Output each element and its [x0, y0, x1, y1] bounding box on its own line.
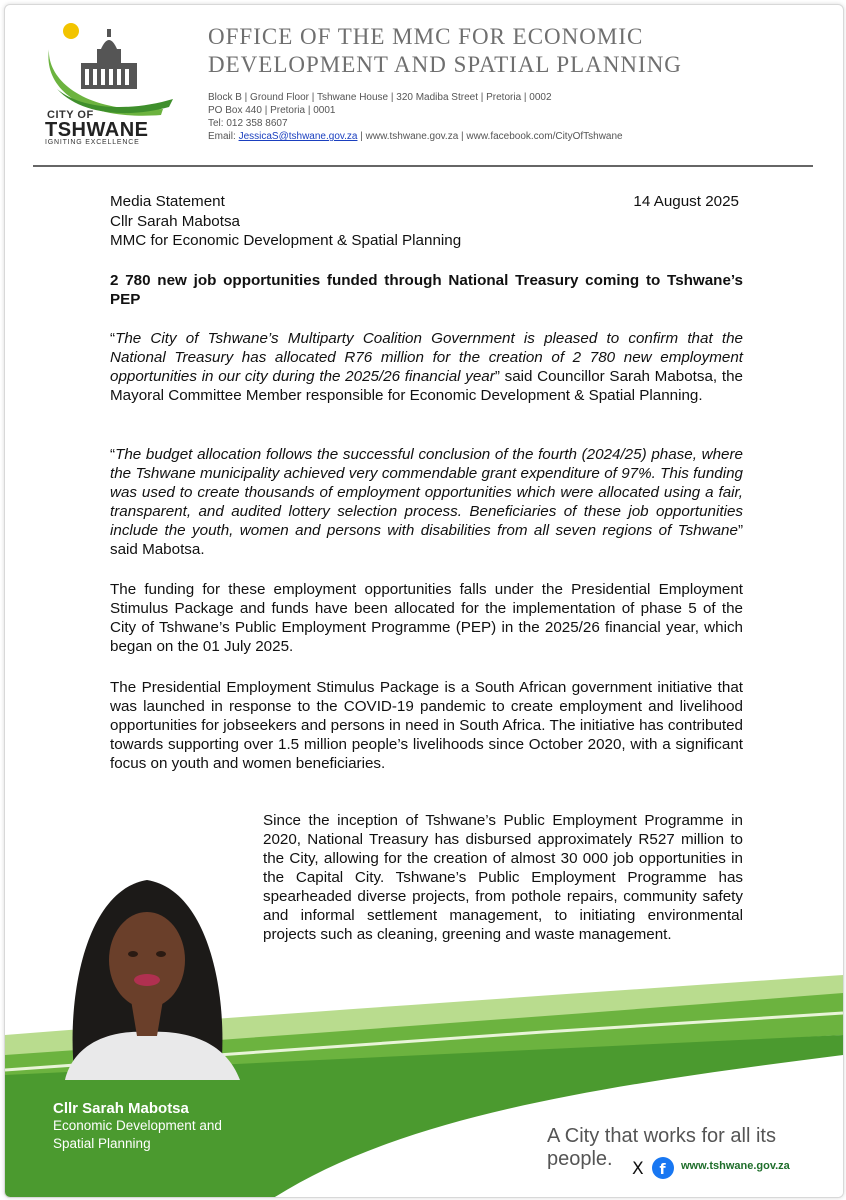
address-block: [208, 91, 623, 143]
paragraph-1: “The City of Tshwane’s Multiparty Coalition Government is pleased to confirm that the National Treasury has allocated R76 million for the creation of 2 780 new employment opportunities in our city during the 2025/26 financial year” said Councillor Sarah Mabotsa, the Mayoral Committee Member responsible for Economic Development & Spatial Planning.: [110, 330, 743, 404]
email-label: Email:: [208, 131, 239, 142]
footer-website[interactable]: www.tshwane.gov.za: [681, 1160, 790, 1172]
office-title-line1: OFFICE OF THE MMC FOR ECONOMIC: [208, 24, 644, 49]
header-divider: [33, 165, 813, 167]
headline: 2 780 new job opportunities funded through National Treasury coming to Tshwane’s PEP: [110, 272, 743, 308]
footer-role-line1: Economic Development and: [53, 1118, 222, 1133]
address-line-3: Tel: 012 358 8607: [208, 118, 288, 129]
statement-type: Media Statement: [110, 193, 225, 210]
footer-mmc-role: [53, 1117, 222, 1153]
statement-person: Cllr Sarah Mabotsa: [110, 212, 240, 230]
svg-text:f: f: [659, 1162, 666, 1178]
social-icons: [630, 1155, 676, 1181]
city-slogan: A City that works for all its people.: [547, 1125, 776, 1170]
office-title-line2: DEVELOPMENT AND SPATIAL PLANNING: [208, 52, 682, 77]
mmc-portrait-photo: [35, 850, 260, 1080]
logo-tagline: IGNITING EXCELLENCE: [45, 139, 140, 146]
paragraph-3: The funding for these employment opportunities falls under the Presidential Employment Stimulus Package and funds have been allocated for the implementation of phase 5 of the City of Tshwane’s Public Employment Programme (PEP) in the 2025/26 financial year, which began on the 01 July 2025.: [110, 581, 743, 655]
paragraph-2-quote: The budget allocation follows the successful conclusion of the fourth (2024/25) phase, where the Tshwane municipality achieved very commendable grant expenditure of 97%. This funding was used to create thousands of employment opportunities which were allocated using a fair, transparent, and audited lottery selection process. Beneficiaries of these job opportunities include the youth, women and persons with disabilities from all seven regions of Tshwane: [110, 446, 743, 539]
paragraph-1-rest: said Councillor Sarah Mabotsa, the Mayoral Committee Member responsible for Economic Development & Spatial Planning.: [110, 368, 743, 404]
paragraph-5: Since the inception of Tshwane’s Public Employment Programme in 2020, National Treasury has disbursed approximately R527 million to the City, allowing for the creation of almost 30 000 job opportunities in the Capital City. Tshwane’s Public Employment Programme has spearheaded diverse projects, from pothole repairs, community safety and informal settlement management, to initiating environmental projects such as cleaning, greening and waste management.: [263, 812, 743, 943]
paragraph-2: “The budget allocation follows the successful conclusion of the fourth (2024/25) phase, where the Tshwane municipality achieved very commendable grant expenditure of 97%. This funding was used to create thousands of employment opportunities which were allocated using a fair, transparent, and audited lottery selection process. Beneficiaries of these job opportunities include the youth, women and persons with disabilities from all seven regions of Tshwane” said Mabotsa.: [110, 446, 743, 558]
paragraph-1-quote: The City of Tshwane’s Multiparty Coalition Government is pleased to confirm that the National Treasury has allocated R76 million for the creation of 2 780 new employment opportunities in our city during the 2025/26 financial year: [110, 330, 743, 385]
statement-meta: [110, 192, 461, 251]
x-icon[interactable]: [632, 1159, 644, 1179]
paragraph-4: The Presidential Employment Stimulus Package is a South African government initiative that was launched in response to the COVID-19 pandemic to create employment and livelihood opportunities for jobseekers and persons in need in South Africa. The initiative has contributed towards supporting over 1.5 million people’s livelihoods since October 2020, with a significant focus on youth and women beneficiaries.: [110, 679, 743, 772]
footer-mmc-name: Cllr Sarah Mabotsa: [53, 1100, 189, 1117]
paragraph-2-rest: said Mabotsa.: [110, 541, 205, 558]
svg-text:X: X: [632, 1159, 644, 1179]
logo-tshwane: TSHWANE: [45, 119, 149, 141]
media-statement-page: [4, 4, 844, 1198]
statement-date: 14 August 2025: [633, 193, 739, 210]
address-line-2: PO Box 440 | Pretoria | 0001: [208, 105, 336, 116]
address-line-1: Block B | Ground Floor | Tshwane House | 320 Madiba Street | Pretoria | 0002: [208, 92, 552, 103]
logo-city-of: CITY OF: [47, 109, 94, 121]
facebook-icon[interactable]: [652, 1157, 674, 1179]
email-link[interactable]: JessicaS@tshwane.gov.za: [238, 131, 358, 142]
statement-role: MMC for Economic Development & Spatial Planning: [110, 232, 462, 249]
contact-line: [208, 130, 623, 143]
office-title: [208, 23, 808, 79]
web-links: | www.tshwane.gov.za | www.facebook.com/CityOfTshwane: [357, 131, 623, 142]
footer-role-line2: Spatial Planning: [53, 1136, 151, 1151]
